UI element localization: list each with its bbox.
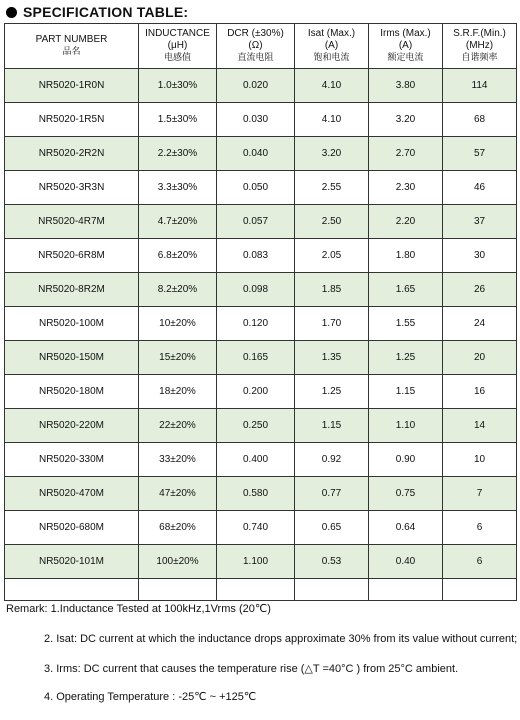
cell-part-number: NR5020-470M xyxy=(5,477,139,511)
remark-1: Remark: 1.Inductance Tested at 100kHz,1Vrms (20℃) xyxy=(6,603,271,615)
cell-part-number: NR5020-6R8M xyxy=(5,239,139,273)
cell-isat: 2.05 xyxy=(295,239,369,273)
header-dcr xyxy=(217,24,295,69)
section-title-text: SPECIFICATION TABLE: xyxy=(23,4,189,20)
table-row xyxy=(5,409,517,443)
cell-dcr: 0.050 xyxy=(217,171,295,205)
cell-dcr: 0.040 xyxy=(217,137,295,171)
empty-cell xyxy=(295,579,369,601)
cell-irms: 3.80 xyxy=(369,69,443,103)
header-part-number xyxy=(5,24,139,69)
cell-isat: 0.77 xyxy=(295,477,369,511)
cell-srf: 37 xyxy=(443,205,517,239)
cell-isat: 4.10 xyxy=(295,103,369,137)
cell-irms: 1.10 xyxy=(369,409,443,443)
cell-inductance: 8.2±20% xyxy=(139,273,217,307)
cell-srf: 46 xyxy=(443,171,517,205)
header-unit: (A) xyxy=(324,40,339,51)
cell-part-number: NR5020-220M xyxy=(5,409,139,443)
cell-dcr: 0.057 xyxy=(217,205,295,239)
cell-dcr: 1.100 xyxy=(217,545,295,579)
header-label-cn: 品名 xyxy=(62,47,81,57)
cell-srf: 57 xyxy=(443,137,517,171)
cell-isat: 2.50 xyxy=(295,205,369,239)
table-row xyxy=(5,239,517,273)
table-row xyxy=(5,273,517,307)
header-label-cn: 饱和电流 xyxy=(313,53,350,63)
cell-irms: 1.65 xyxy=(369,273,443,307)
cell-part-number: NR5020-2R2N xyxy=(5,137,139,171)
cell-srf: 114 xyxy=(443,69,517,103)
table-row xyxy=(5,205,517,239)
remark-3: 3. Irms: DC current that causes the temperature rise (△T =40°C ) from 25°C ambient. xyxy=(44,663,459,675)
table-row xyxy=(5,443,517,477)
cell-inductance: 15±20% xyxy=(139,341,217,375)
cell-part-number: NR5020-150M xyxy=(5,341,139,375)
cell-irms: 1.55 xyxy=(369,307,443,341)
remark-2: 2. Isat: DC current at which the inductance drops approximate 30% from its value without current; xyxy=(44,633,518,645)
table-header-row xyxy=(5,24,517,69)
bullet-icon xyxy=(6,7,17,18)
cell-part-number: NR5020-680M xyxy=(5,511,139,545)
header-label-cn: 直流电阻 xyxy=(237,53,274,63)
table-row xyxy=(5,137,517,171)
empty-cell xyxy=(139,579,217,601)
cell-inductance: 4.7±20% xyxy=(139,205,217,239)
cell-srf: 68 xyxy=(443,103,517,137)
cell-part-number: NR5020-4R7M xyxy=(5,205,139,239)
table-row xyxy=(5,307,517,341)
cell-srf: 10 xyxy=(443,443,517,477)
table-row xyxy=(5,341,517,375)
table-empty-row xyxy=(5,579,517,601)
cell-inductance: 47±20% xyxy=(139,477,217,511)
header-srf xyxy=(443,24,517,69)
cell-dcr: 0.200 xyxy=(217,375,295,409)
cell-srf: 20 xyxy=(443,341,517,375)
header-label-cn: 电感值 xyxy=(163,53,191,63)
remark-4: 4. Operating Temperature : -25℃ ~ +125℃ xyxy=(44,691,257,703)
header-unit: (MHz) xyxy=(465,40,494,51)
table-row xyxy=(5,477,517,511)
cell-irms: 1.80 xyxy=(369,239,443,273)
cell-srf: 7 xyxy=(443,477,517,511)
cell-inductance: 22±20% xyxy=(139,409,217,443)
header-label: PART NUMBER xyxy=(35,34,108,45)
cell-isat: 0.65 xyxy=(295,511,369,545)
cell-inductance: 33±20% xyxy=(139,443,217,477)
cell-isat: 1.85 xyxy=(295,273,369,307)
cell-part-number: NR5020-1R0N xyxy=(5,69,139,103)
cell-irms: 0.40 xyxy=(369,545,443,579)
cell-irms: 1.15 xyxy=(369,375,443,409)
table-row xyxy=(5,545,517,579)
cell-isat: 1.35 xyxy=(295,341,369,375)
cell-inductance: 18±20% xyxy=(139,375,217,409)
cell-irms: 0.90 xyxy=(369,443,443,477)
cell-irms: 0.75 xyxy=(369,477,443,511)
empty-cell xyxy=(217,579,295,601)
cell-dcr: 0.250 xyxy=(217,409,295,443)
cell-part-number: NR5020-8R2M xyxy=(5,273,139,307)
cell-inductance: 10±20% xyxy=(139,307,217,341)
cell-isat: 2.55 xyxy=(295,171,369,205)
cell-irms: 2.70 xyxy=(369,137,443,171)
cell-inductance: 1.5±30% xyxy=(139,103,217,137)
cell-part-number: NR5020-100M xyxy=(5,307,139,341)
cell-irms: 2.30 xyxy=(369,171,443,205)
cell-srf: 16 xyxy=(443,375,517,409)
header-label: Isat (Max.) xyxy=(307,28,356,39)
header-isat xyxy=(295,24,369,69)
cell-inductance: 68±20% xyxy=(139,511,217,545)
header-label-cn: 额定电流 xyxy=(387,53,424,63)
cell-inductance: 1.0±30% xyxy=(139,69,217,103)
cell-isat: 1.70 xyxy=(295,307,369,341)
cell-dcr: 0.580 xyxy=(217,477,295,511)
header-irms xyxy=(369,24,443,69)
cell-irms: 0.64 xyxy=(369,511,443,545)
cell-isat: 3.20 xyxy=(295,137,369,171)
cell-srf: 30 xyxy=(443,239,517,273)
header-unit: (μH) xyxy=(167,40,188,51)
header-label: S.R.F.(Min.) xyxy=(453,28,506,39)
cell-inductance: 100±20% xyxy=(139,545,217,579)
cell-dcr: 0.098 xyxy=(217,273,295,307)
header-label: DCR (±30%) xyxy=(227,28,284,39)
header-unit: (A) xyxy=(398,40,413,51)
cell-srf: 24 xyxy=(443,307,517,341)
table-row xyxy=(5,171,517,205)
cell-srf: 6 xyxy=(443,511,517,545)
empty-cell xyxy=(443,579,517,601)
cell-part-number: NR5020-101M xyxy=(5,545,139,579)
cell-irms: 1.25 xyxy=(369,341,443,375)
cell-dcr: 0.400 xyxy=(217,443,295,477)
cell-isat: 0.53 xyxy=(295,545,369,579)
specification-table xyxy=(4,23,517,601)
table-row xyxy=(5,375,517,409)
cell-dcr: 0.083 xyxy=(217,239,295,273)
cell-isat: 1.25 xyxy=(295,375,369,409)
cell-isat: 1.15 xyxy=(295,409,369,443)
table-row xyxy=(5,511,517,545)
cell-dcr: 0.120 xyxy=(217,307,295,341)
cell-isat: 4.10 xyxy=(295,69,369,103)
cell-dcr: 0.030 xyxy=(217,103,295,137)
empty-cell xyxy=(5,579,139,601)
table-row xyxy=(5,69,517,103)
cell-isat: 0.92 xyxy=(295,443,369,477)
cell-irms: 2.20 xyxy=(369,205,443,239)
cell-inductance: 6.8±20% xyxy=(139,239,217,273)
cell-part-number: NR5020-180M xyxy=(5,375,139,409)
cell-srf: 6 xyxy=(443,545,517,579)
cell-irms: 3.20 xyxy=(369,103,443,137)
header-label-cn: 自谐频率 xyxy=(461,53,498,63)
header-inductance xyxy=(139,24,217,69)
header-unit: (Ω) xyxy=(248,40,263,51)
empty-cell xyxy=(369,579,443,601)
cell-srf: 26 xyxy=(443,273,517,307)
table-row xyxy=(5,103,517,137)
cell-dcr: 0.165 xyxy=(217,341,295,375)
cell-part-number: NR5020-3R3N xyxy=(5,171,139,205)
cell-dcr: 0.740 xyxy=(217,511,295,545)
cell-inductance: 3.3±30% xyxy=(139,171,217,205)
cell-dcr: 0.020 xyxy=(217,69,295,103)
cell-part-number: NR5020-1R5N xyxy=(5,103,139,137)
header-label: INDUCTANCE xyxy=(145,28,210,39)
section-title xyxy=(6,2,188,22)
cell-part-number: NR5020-330M xyxy=(5,443,139,477)
header-label: Irms (Max.) xyxy=(380,28,431,39)
cell-srf: 14 xyxy=(443,409,517,443)
cell-inductance: 2.2±30% xyxy=(139,137,217,171)
